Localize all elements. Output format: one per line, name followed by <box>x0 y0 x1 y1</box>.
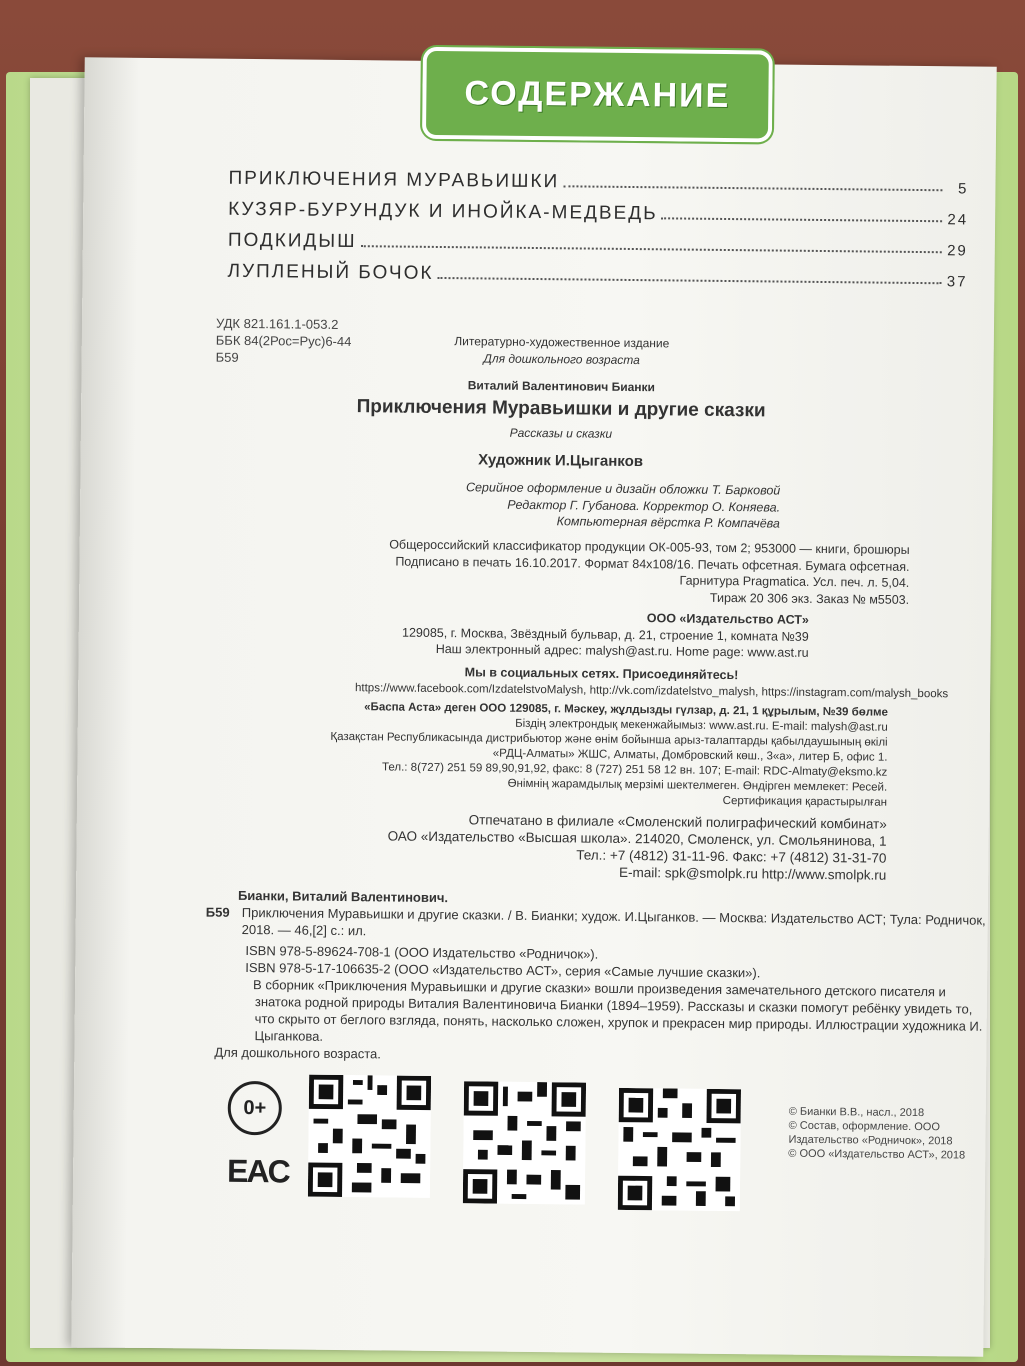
credit-line: Компьютерная вёрстка Р. Компачёва <box>556 514 781 531</box>
copyright-block <box>788 1105 989 1163</box>
kazakh-line: Тел.: 8(727) 251 59 89,90,91,92, факс: 8 (727) 251 58 12 вн. 107; E-mail: RDC-Almaty@eksmo.kz <box>381 761 888 779</box>
toc-title: КУЗЯР-БУРУНДУК И ИНОЙКА-МЕДВЕДЬ <box>228 198 658 225</box>
catalog-code: Б59 <box>205 904 230 920</box>
table-of-contents <box>227 159 968 291</box>
kazakh-line: Сертификация қарастырылған <box>722 794 888 809</box>
kazakh-line: Өнімнің жарамдылық мерзімі шектелмеген. Өндірген мемлекет: Ресей. <box>507 777 888 794</box>
printer-line: Тел.: +7 (4812) 31-11-96. Факс: +7 (4812) 31-31-70 <box>576 847 887 866</box>
contents-heading: СОДЕРЖАНИЕ <box>464 73 731 115</box>
edition-audience: Для дошкольного возраста <box>483 351 640 368</box>
printer-line: E-mail: spk@smolpk.ru http://www.smolpk.ru <box>618 864 887 883</box>
qr-code-icon <box>463 1081 586 1204</box>
edition-genre: Литературно-художественное издание <box>454 334 670 351</box>
toc-page: 5 <box>958 180 969 198</box>
qr-code-icon <box>308 1075 431 1198</box>
kazakh-line: Қазақстан Республикасында дистрибьютор және өнім бойынша арыз-талаптарды қабылдаушының өкілі <box>330 730 888 749</box>
kazakh-block <box>227 699 888 811</box>
udk-code: УДК 821.161.1-053.2 <box>215 315 339 332</box>
credit-line: Редактор Г. Губанова. Корректор О. Коняева. <box>507 497 781 515</box>
kazakh-line: «Баспа Аста» деген ООО 129085, г. Мәскеу, жұлдызды гүлзар, д. 21, 1 құрылым, №39 бөлме <box>364 701 889 719</box>
qr-code-icon <box>618 1088 741 1211</box>
annotation: В сборник «Приключения Муравьишки и другие сказки» вошли произведения замечательного детского писателя и знатока родной природы Виталия Валентиновича Бианки (1894–1959). Рассказы и сказки помогут ребёнку увидеть то, что скрыто от беглого взгляда, понять, насколько сложен, хрупок и прекрасен мир природы. Иллюстрации художника И. Цыганкова. <box>252 977 983 1044</box>
printer-block <box>226 809 887 884</box>
catalog-audience: Для дошкольного возраста. <box>214 1044 381 1062</box>
catalog-entry-row <box>206 904 986 946</box>
publisher-block <box>199 605 809 661</box>
toc-leader <box>361 245 942 253</box>
author-code: Б59 <box>215 349 239 365</box>
isbn-line: ISBN 978-5-17-106635-2 (ООО «Издательство АСТ», серия «Самые лучшие сказки»). <box>245 959 761 981</box>
eac-mark-icon: EAC <box>226 1152 289 1190</box>
toc-item <box>227 252 967 291</box>
bbk-code: ББК 84(2Рос=Рус)6-44 <box>215 332 352 350</box>
print-line: Тираж 20 306 экз. Заказ № м5503. <box>709 590 910 607</box>
catalog-entry: Приключения Муравьишки и другие сказки. / В. Бианки; худож. И.Цыганков. — Москва: Издательство АСТ; Тула: Родничок, 2018. — 46,[2] с.: ил. <box>241 904 986 939</box>
toc-leader <box>437 277 941 284</box>
social-heading: Мы в социальных сетях. Присоединяйтесь! <box>464 665 739 683</box>
kazakh-line: Біздің электрондық мекенжайымыз: www.ast.ru. E-mail: malysh@ast.ru <box>515 717 888 734</box>
credits-block <box>210 477 780 532</box>
kazakh-line: «РДЦ-Алматы» ЖШС, Алматы, Домбровский көш., 3«а», литер Б, офис 1. <box>492 747 888 764</box>
publisher-contacts: Наш электронный адрес: malysh@ast.ru. Home page: www.ast.ru <box>435 641 809 660</box>
toc-page: 24 <box>947 211 969 229</box>
toc-title: ПРИКЛЮЧЕНИЯ МУРАВЬИШКИ <box>228 167 560 193</box>
catalog-card <box>204 887 986 1069</box>
print-info-block <box>209 535 910 608</box>
copyright-line: © Бианки В.В., насл., 2018 <box>788 1105 925 1120</box>
age-rating-icon: 0+ <box>228 1081 283 1136</box>
printer-line: ОАО «Издательство «Высшая школа». 214020, Смоленск, ул. Смольянинова, 1 <box>387 828 887 849</box>
social-block <box>248 662 948 702</box>
copyright-line: © Состав, оформление. ООО Издательство «Родничок», 2018 <box>788 1119 953 1148</box>
toc-page: 37 <box>946 273 968 291</box>
publisher-name: ООО «Издательство АСТ» <box>646 611 810 627</box>
print-line: Общероссийский классификатор продукции ОК-005-93, том 2; 953000 — книги, брошюры <box>389 537 910 557</box>
publisher-address: 129085, г. Москва, Звёздный бульвар, д. 21, строение 1, комната №39 <box>402 625 809 644</box>
toc-leader <box>662 217 943 222</box>
toc-page: 29 <box>947 242 968 260</box>
social-links: https://www.facebook.com/IzdatelstvoMalysh, http://vk.com/izdatelstvo_malysh, https://instagram.com/malysh_books <box>354 681 949 700</box>
toc-title: ЛУПЛЕНЫЙ БОЧОК <box>227 260 434 284</box>
book-page <box>71 57 996 1356</box>
print-line: Подписано в печать 16.10.2017. Формат 84х108/16. Печать офсетная. Бумага офсетная. <box>395 554 910 574</box>
catalog-author: Бианки, Виталий Валентинович. <box>237 887 449 906</box>
isbn-line: ISBN 978-5-89624-708-1 (ООО Издательство «Родничок»). <box>245 942 599 962</box>
book-title: Приключения Муравьишки и другие сказки <box>356 396 766 422</box>
marks-area <box>213 1069 974 1217</box>
artist-credit: Художник И.Цыганков <box>478 451 644 471</box>
author-name: Виталий Валентинович Бианки <box>467 378 656 395</box>
print-line: Гарнитура Pragmatica. Усл. печ. л. 5,04. <box>679 573 910 590</box>
copyright-line: © ООО «Издательство АСТ», 2018 <box>788 1147 966 1162</box>
toc-leader <box>563 185 942 191</box>
printer-line: Отпечатано в филиале «Смоленский полиграфический комбинат» <box>468 812 887 832</box>
credit-line: Серийное оформление и дизайн обложки Т. Барковой <box>465 480 781 498</box>
book-subtitle: Рассказы и сказки <box>509 425 613 441</box>
contents-badge <box>422 47 773 143</box>
toc-title: ПОДКИДЫШ <box>227 229 357 253</box>
